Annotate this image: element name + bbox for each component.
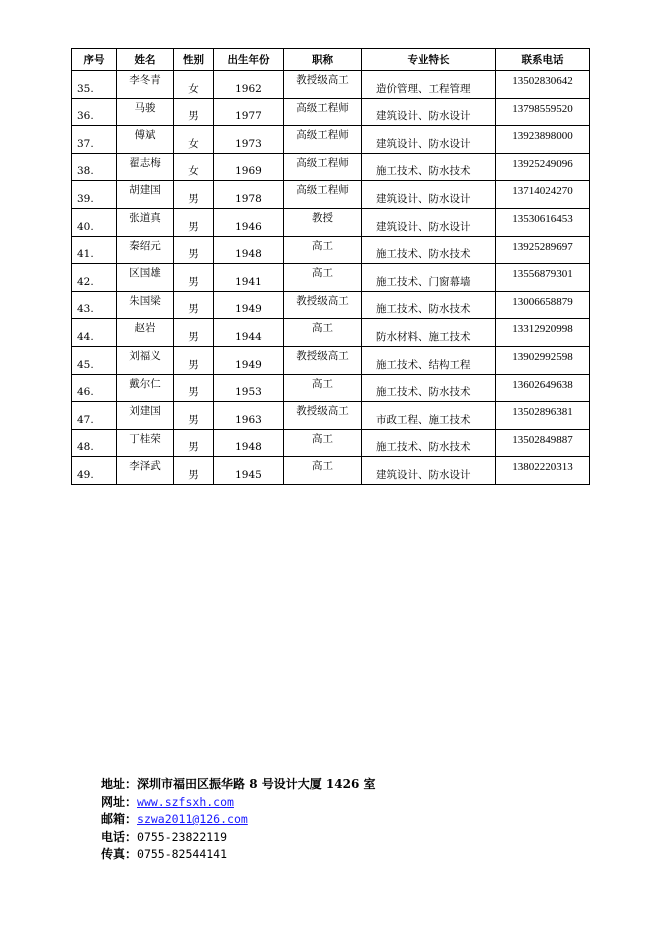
row-title: 高级工程师 [284, 153, 362, 181]
row-name: 戴尔仁 [117, 374, 174, 402]
row-specialty: 施工技术、门窗幕墙 [362, 264, 496, 292]
email-label: 邮箱： [101, 812, 138, 826]
header-name: 姓名 [117, 49, 174, 71]
phone-label: 电话： [101, 829, 138, 844]
row-no: 47. [72, 402, 117, 430]
row-name: 朱国梁 [117, 291, 174, 319]
row-no: 46. [72, 374, 117, 402]
row-birth-year: 1941 [214, 264, 284, 292]
header-birth-year: 出生年份 [214, 49, 284, 71]
phone-line [101, 829, 375, 847]
row-name: 胡建国 [117, 181, 174, 209]
row-specialty: 施工技术、结构工程 [362, 346, 496, 374]
table-row [72, 291, 590, 319]
website-link[interactable]: www.szfsxh.com [137, 794, 234, 809]
row-phone: 13502830642 [496, 71, 590, 99]
table-row [72, 264, 590, 292]
row-title: 高工 [284, 264, 362, 292]
row-birth-year: 1944 [214, 319, 284, 347]
row-no: 37. [72, 126, 117, 154]
row-title: 教授级高工 [284, 346, 362, 374]
row-gender: 男 [174, 291, 214, 319]
row-name: 赵岩 [117, 319, 174, 347]
row-title: 高工 [284, 374, 362, 402]
address-line [101, 776, 375, 794]
row-name: 秦绍元 [117, 236, 174, 264]
row-name: 马骏 [117, 98, 174, 126]
row-specialty: 市政工程、施工技术 [362, 402, 496, 430]
row-no: 39. [72, 181, 117, 209]
row-gender: 男 [174, 402, 214, 430]
table-row [72, 457, 590, 485]
row-phone: 13925289697 [496, 236, 590, 264]
row-name: 区国雄 [117, 264, 174, 292]
phone-value: 0755-23822119 [137, 829, 228, 844]
website-label: 网址： [101, 794, 138, 809]
row-specialty: 造价管理、工程管理 [362, 71, 496, 99]
row-specialty: 建筑设计、防水设计 [362, 98, 496, 126]
row-name: 李泽武 [117, 457, 174, 485]
row-name: 傅斌 [117, 126, 174, 154]
table-row [72, 346, 590, 374]
row-gender: 女 [174, 153, 214, 181]
row-title: 高工 [284, 236, 362, 264]
row-phone: 13802220313 [496, 457, 590, 485]
row-specialty: 施工技术、防水技术 [362, 153, 496, 181]
row-specialty: 施工技术、防水技术 [362, 236, 496, 264]
row-no: 38. [72, 153, 117, 181]
row-gender: 男 [174, 236, 214, 264]
table-row [72, 208, 590, 236]
table-row [72, 402, 590, 430]
row-phone: 13502849887 [496, 429, 590, 457]
row-title: 高工 [284, 457, 362, 485]
row-gender: 男 [174, 346, 214, 374]
row-title: 高工 [284, 319, 362, 347]
row-title: 教授级高工 [284, 291, 362, 319]
address-label: 地址： [101, 777, 138, 791]
table-row [72, 319, 590, 347]
row-title: 教授级高工 [284, 71, 362, 99]
row-phone: 13602649638 [496, 374, 590, 402]
row-gender: 男 [174, 181, 214, 209]
row-phone: 13902992598 [496, 346, 590, 374]
row-phone: 13502896381 [496, 402, 590, 430]
row-birth-year: 1948 [214, 236, 284, 264]
row-specialty: 建筑设计、防水设计 [362, 126, 496, 154]
header-no: 序号 [72, 49, 117, 71]
row-gender: 男 [174, 457, 214, 485]
row-title: 高级工程师 [284, 181, 362, 209]
table-row [72, 153, 590, 181]
table-row [72, 98, 590, 126]
row-title: 教授 [284, 208, 362, 236]
header-title: 职称 [284, 49, 362, 71]
row-no: 43. [72, 291, 117, 319]
row-gender: 男 [174, 208, 214, 236]
row-birth-year: 1945 [214, 457, 284, 485]
row-phone: 13798559520 [496, 98, 590, 126]
row-specialty: 建筑设计、防水设计 [362, 457, 496, 485]
row-title: 高级工程师 [284, 126, 362, 154]
row-title: 高级工程师 [284, 98, 362, 126]
row-birth-year: 1977 [214, 98, 284, 126]
row-birth-year: 1948 [214, 429, 284, 457]
row-gender: 女 [174, 71, 214, 99]
table-row [72, 429, 590, 457]
row-title: 教授级高工 [284, 402, 362, 430]
row-birth-year: 1949 [214, 291, 284, 319]
row-specialty: 施工技术、防水技术 [362, 374, 496, 402]
row-no: 44. [72, 319, 117, 347]
row-specialty: 防水材料、施工技术 [362, 319, 496, 347]
row-name: 李冬青 [117, 71, 174, 99]
row-title: 高工 [284, 429, 362, 457]
table-row [72, 374, 590, 402]
row-phone: 13312920998 [496, 319, 590, 347]
row-gender: 男 [174, 374, 214, 402]
row-name: 张道真 [117, 208, 174, 236]
row-birth-year: 1973 [214, 126, 284, 154]
row-no: 36. [72, 98, 117, 126]
contact-block [101, 776, 375, 864]
row-gender: 女 [174, 126, 214, 154]
row-gender: 男 [174, 98, 214, 126]
row-name: 刘建国 [117, 402, 174, 430]
row-birth-year: 1962 [214, 71, 284, 99]
row-birth-year: 1949 [214, 346, 284, 374]
fax-value: 0755-82544141 [137, 847, 228, 861]
row-no: 40. [72, 208, 117, 236]
row-phone: 13925249096 [496, 153, 590, 181]
row-birth-year: 1978 [214, 181, 284, 209]
row-no: 45. [72, 346, 117, 374]
header-phone: 联系电话 [496, 49, 590, 71]
row-birth-year: 1953 [214, 374, 284, 402]
row-specialty: 施工技术、防水技术 [362, 291, 496, 319]
row-phone: 13556879301 [496, 264, 590, 292]
row-name: 翟志梅 [117, 153, 174, 181]
email-link[interactable]: szwa2011@126.com [137, 812, 248, 826]
row-no: 42. [72, 264, 117, 292]
table-row [72, 181, 590, 209]
header-gender: 性别 [174, 49, 214, 71]
table-body [72, 71, 590, 485]
fax-label: 传真： [101, 847, 138, 861]
address-value: 深圳市福田区振华路 8 号设计大厦 1426 室 [137, 777, 376, 791]
row-phone: 13714024270 [496, 181, 590, 209]
row-phone: 13923898000 [496, 126, 590, 154]
row-specialty: 施工技术、防水技术 [362, 429, 496, 457]
row-no: 48. [72, 429, 117, 457]
row-phone: 13006658879 [496, 291, 590, 319]
row-specialty: 建筑设计、防水设计 [362, 208, 496, 236]
table-row [72, 126, 590, 154]
header-specialty: 专业特长 [362, 49, 496, 71]
row-birth-year: 1946 [214, 208, 284, 236]
row-name: 刘福义 [117, 346, 174, 374]
row-no: 49. [72, 457, 117, 485]
row-specialty: 建筑设计、防水设计 [362, 181, 496, 209]
row-gender: 男 [174, 429, 214, 457]
row-gender: 男 [174, 264, 214, 292]
row-no: 35. [72, 71, 117, 99]
row-name: 丁桂荣 [117, 429, 174, 457]
email-line [101, 811, 375, 829]
fax-line [101, 846, 375, 864]
table-row [72, 236, 590, 264]
table-row [72, 71, 590, 99]
row-gender: 男 [174, 319, 214, 347]
row-birth-year: 1969 [214, 153, 284, 181]
row-phone: 13530616453 [496, 208, 590, 236]
row-birth-year: 1963 [214, 402, 284, 430]
row-no: 41. [72, 236, 117, 264]
table-header-row [72, 49, 590, 71]
website-line [101, 794, 375, 812]
experts-table [71, 48, 590, 485]
